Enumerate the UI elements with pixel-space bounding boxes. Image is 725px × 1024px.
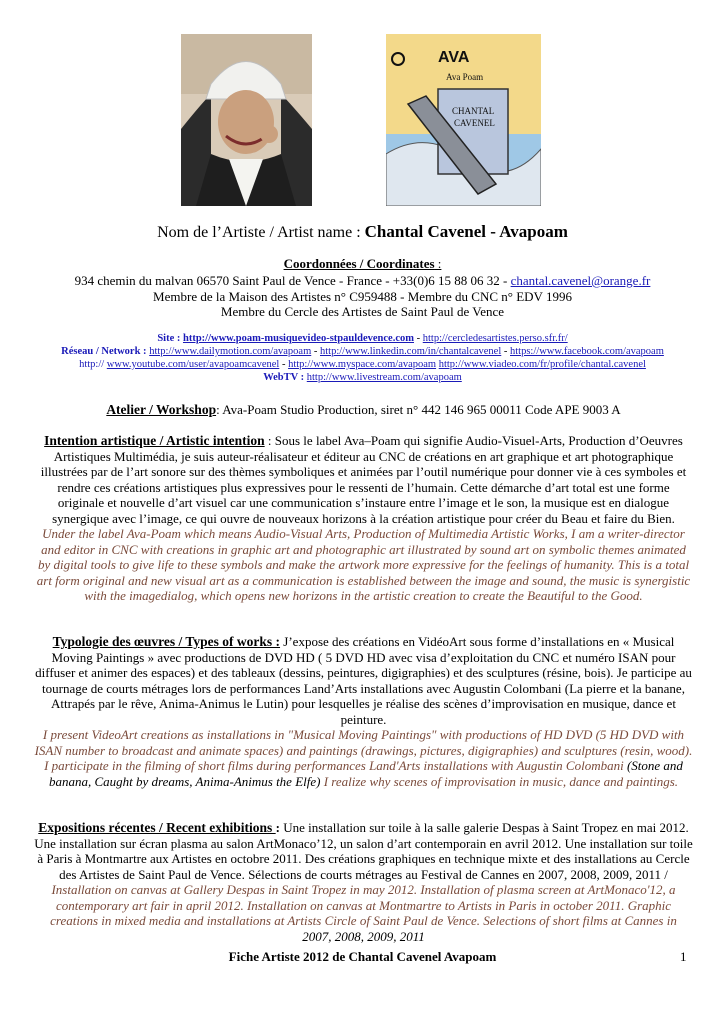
site-link[interactable]: http://www.poam-musiquevideo-stpauldevence.com [182,333,414,344]
viadeo-link[interactable]: http://www.viadeo.com/fr/profile/chantal.cavenel [438,359,646,370]
footer-text: Fiche Artiste 2012 de Chantal Cavenel Avapoam [228,949,497,964]
site-label: Site : [157,333,183,344]
exhibitions-section [34,820,693,944]
page-number: 1 [680,949,687,964]
logo-text-ava: AVA [438,49,470,66]
typology-heading: Typologie des œuvres / Types of works : [52,634,281,649]
logo-text-cavenel: CAVENEL [454,118,495,128]
exhibitions-heading: Expositions récentes / Recent exhibitions [38,820,276,835]
exhibitions-text-years: 2007, 2008, 2009, 2011 [302,928,425,944]
site-line [0,332,725,345]
exhibitions-heading-colon: : [275,820,281,835]
address-line [0,273,725,288]
dailymotion-link[interactable]: http://www.dailymotion.com/avapoam [149,346,312,357]
youtube-link[interactable]: www.youtube.com/user/avapoamcavenel [106,359,280,370]
webtv-line [0,371,725,384]
web-links-block [0,332,725,384]
atelier-section [34,402,693,418]
http-label: http:// [79,359,107,370]
exhibitions-text-en: Installation on canvas at Gallery Despas in Saint Tropez in may 2012. Installation of plasma screen at ArtMonaco'12, a contemporary art fair in april 2012. Installation on canvas at Montmartre to Artists in Paris in october 2011. Graphic creations in mixed media and installations at Artists Circle of Saint Paul de Vence. Selections of short films at Cannes in [50,882,677,928]
typology-section [34,634,693,789]
atelier-text: : Ava-Poam Studio Production, siret n° 442 146 965 00011 Code APE 9003 A [216,402,621,417]
webtv-label: WebTV : [263,372,307,383]
cercle-link[interactable]: http://cercledesartistes.perso.sfr.fr/ [422,333,568,344]
coordinates-heading-colon: : [434,256,442,271]
address-text: 934 chemin du malvan 06570 Saint Paul de Vence - France - +33(0)6 15 88 06 32 - [74,273,511,288]
membership-line-1: Membre de la Maison des Artistes n° C959488 - Membre du CNC n° EDV 1996 [153,289,572,304]
facebook-link[interactable]: https://www.facebook.com/avapoam [510,346,664,357]
social-line: http:// www.youtube.com/user/avapoamcavenel - http://www.myspace.com/avapoam http://www.viadeo.com/fr/profile/chantal.cavenel [79,359,646,370]
linkedin-link[interactable]: http://www.linkedin.com/in/chantalcavenel [319,346,502,357]
artist-name-title [0,222,725,242]
atelier-heading: Atelier / Workshop [106,402,217,417]
intention-heading: Intention artistique / Artistic intention [44,433,265,448]
site-separator: - [414,333,423,344]
email-link[interactable]: chantal.cavenel@orange.fr [510,273,651,288]
network-label: Réseau / Network : [61,346,150,357]
membership-line-2: Membre du Cercle des Artistes de Saint Paul de Vence [220,304,505,319]
typology-text-en-c: I realize why scenes of improvisation in music, dance and paintings. [320,773,679,789]
typology-text-en [35,727,693,789]
exhibitions-text-fr: Une installation sur toile à la salle galerie Despas à Saint Tropez en mai 2012. Une installation sur écran plasma au salon ArtMonaco’12, un salon d’art contemporain en avril 2012. Une installation sur toile à Paris à Montmartre aux Artistes en octobre 2011. Des créations graphiques en technique mixte et des installations au Cercle des Artistes de Saint Paul de Vence. Sélections de courts métrages au Festival de Cannes en 2007, 2008, 2009, 2011 / [34,820,693,882]
network-line: Réseau / Network : http://www.dailymotion.com/avapoam - http://www.linkedin.com/in/chantalcavenel - https://www.facebook.com/avapoam [61,346,664,357]
logo-text-chantal: CHANTAL [452,106,495,116]
typology-text-en-b: (Stone and banana, Caught by dreams, Anima-Animus the Elfe) [48,758,683,789]
title-prefix: Nom de l’Artiste / Artist name : [157,224,365,241]
typology-text-en-a: I present VideoArt creations as installations in "Musical Moving Paintings" with productions of HD DVD (5 HD DVD with ISAN number to broadcast and animate spaces) and paintings (drawings, pictures, digigraphies) and sculptures (resin, wood). I participate in the filming of short films during performances Land'Arts installations with Augustin Colombani [34,727,693,773]
coordinates-heading-text: Coordonnées / Coordinates [283,256,435,271]
intention-text-en: Under the label Ava-Poam which means Audio-Visual Arts, Production of Multimedia Artistic Works, I am a writer-director and editor in CNC with creations in graphic art and photographic art illustrated by sound art on symbolic themes animated by digital tools to give life to these symbols and make the artwork more expressive for the feelings of humanity. This is a total art form original and new visual art as a communication is established between the image and sound, the music is synergistic with the imagedialog, which opens new horizons in the artistic creation to create the Beautiful to the Good. [36,526,691,603]
avapoam-logo-image [386,34,541,206]
myspace-link[interactable]: http://www.myspace.com/avapoam [288,359,437,370]
typology-text-fr: J’expose des créations en VidéoArt sous forme d’installations en « Musical Moving Paintings » avec productions de DVD HD ( 5 DVD HD avec visa d’exploitation du CNC et numéro ISAN pour diffuser et animer des espaces) et des tableaux (dessins, peintures, digigraphies) et des sculptures (résine, bois). Je participe au tournage de courts métrages lors de performances Land’Arts installations avec Augustin Colombani (La pierre et la banane, Attrapés par le rêve, Anima-Animus le Lutin) pour lesquelles je réalise des scènes d’improvisation en musique, dance et peinture. [35,634,692,727]
logo-text-avapoam: Ava Poam [446,72,484,82]
livestream-link[interactable]: http://www.livestream.com/avapoam [306,372,462,383]
artist-portrait-photo [181,34,312,206]
title-artist-name: Chantal Cavenel - Avapoam [364,222,568,241]
intention-text-fr: : Sous le label Ava–Poam qui signifie Audio-Visuel-Arts, Production d’Oeuvres Artistiques Multimédia, je suis auteur-réalisateur et éditeur au CNC de créations en art graphique et art photographique illustrées par de l’art sonore sur des thèmes symboliques et animées par l’outil numérique pour donner vie à ces symboles et rendre ces créations artistiques plus expressives pour le ressenti de l’humain. Cette démarche d’art total est une forme originale et nouvelle d’art visuel car une communication s’instaure entre l’image et le son, la musique est en dialogue synergique avec l’image, ce qui ouvre de nouveaux horizons à la création artistique pour créer du Beau et faire du Bien. [40,433,687,526]
intention-section [34,433,693,604]
coordinates-heading [0,256,725,272]
